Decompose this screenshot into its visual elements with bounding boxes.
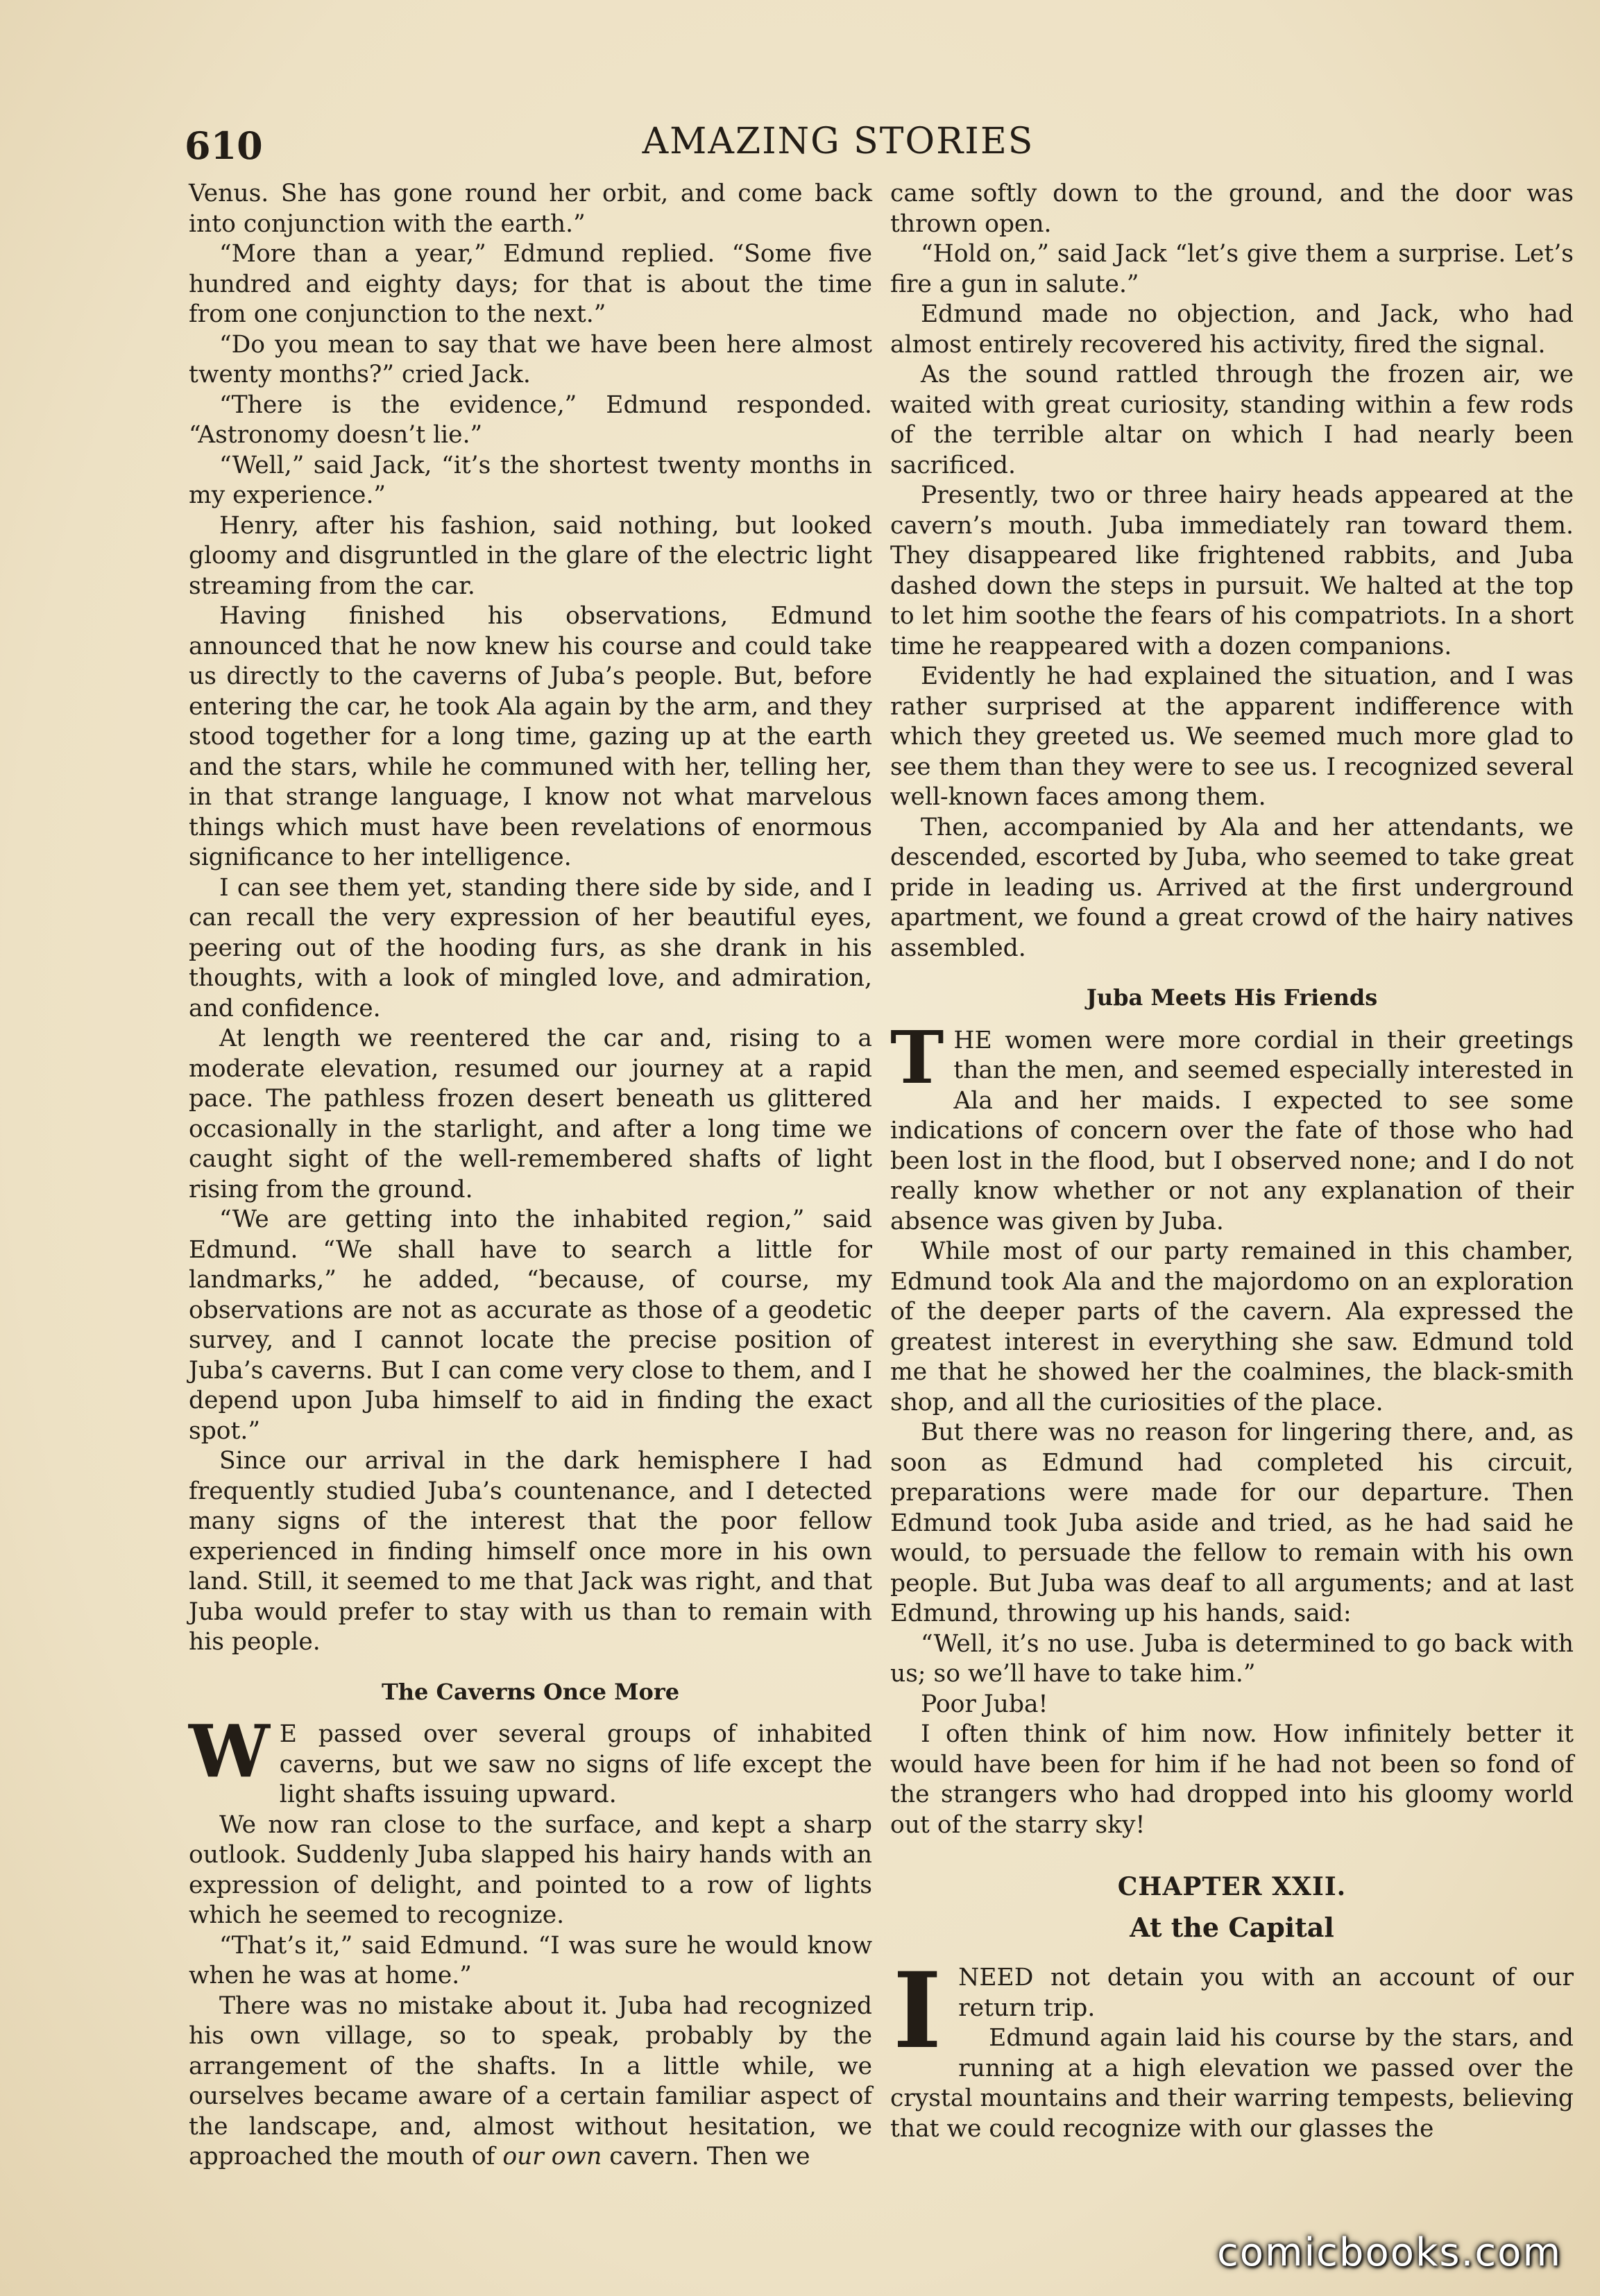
- running-title: AMAZING STORIES: [642, 121, 1035, 162]
- paragraph: Having finished his observations, Edmund announced that he now knew his course and could take us directly to the caverns of Juba’s people. But, before entering the car, he took Ala again by the arm, and they stood together for a long time, gazing up at the earth and the stars, while he communed with her, telling her, in that strange language, I know not what marvelous things which must have been revelations of enormous significance to her intelligence.: [189, 602, 872, 871]
- paragraph: I can see them yet, standing there side by side, and I can recall the very expression of her beautiful eyes, peering out of the hooding furs, as she drank in his thoughts, with a look of mingled love, and admiration, and confidence.: [189, 873, 872, 1022]
- paragraph: Evidently he had explained the situation, and I was rather surprised at the apparent indifference with which they greeted us. We seemed much more glad to see them than they were to see us. I recognized several well-known faces among them.: [890, 662, 1574, 811]
- dropcap-paragraph: [189, 1708, 872, 1810]
- drop-cap: I: [893, 1950, 942, 2072]
- paragraph: “Do you mean to say that we have been here almost twenty months?” cried Jack.: [189, 330, 872, 388]
- paragraph: While most of our party remained in this chamber, Edmund took Ala and the majordomo on an exploration of the deeper parts of the cavern. Ala expressed the greatest interest in everything she saw. Edmund told me that he showed her the coalmines, the black-smith shop, and all the curiosities of the place.: [890, 1237, 1574, 1416]
- paragraph: Presently, two or three hairy heads appeared at the cavern’s mouth. Juba immediately ran toward them. They disappeared like frightened rabbits, and Juba dashed down the steps in pursuit. We halted at the top to let him soothe the fears of his compatriots. In a short time he reappeared with a dozen companions.: [890, 481, 1574, 660]
- dropcap-paragraph-text: HE women were more cordial in their greetings than the men, and seemed especially interested in Ala and her maids. I expected to see some indications of concern over the fate of those who had been lost in the flood, but I observed none; and I do not really know whether or not any explanation of their absence was given by Juba.: [890, 1026, 1574, 1235]
- paragraph: Edmund again laid his course by the stars, and running at a high elevation we passed over the crystal mountains and their warring tempests, believing that we could recognize with our glasses the: [890, 2024, 1574, 2143]
- dropcap-paragraph-text: E passed over several groups of inhabited caverns, but we saw no signs of life except the light shafts issuing upward.: [279, 1720, 872, 1808]
- paragraph: At length we reentered the car and, rising to a moderate elevation, resumed our journey at a rapid pace. The pathless frozen desert beneath us glittered occasionally in the starlight, and after a long time we caught sight of the well-remembered shafts of light rising from the ground.: [189, 1025, 872, 1203]
- drop-cap: T: [890, 1014, 944, 1100]
- paragraph: Poor Juba!: [921, 1690, 1048, 1718]
- chapter-heading: CHAPTER XXII.: [1117, 1872, 1347, 1901]
- paragraph: [189, 1991, 872, 2173]
- dropcap-paragraph-text: NEED not detain you with an account of our return trip.: [958, 1964, 1574, 2022]
- paragraph: Venus. She has gone round her orbit, and come back into conjunction with the earth.”: [189, 180, 872, 238]
- paragraph: “We are getting into the inhabited region,” said Edmund. “We shall have to search a little for landmarks,” he added, “because, of course, my observations are not as accurate as those of a geodetic survey, and I cannot locate the precise position of Juba’s caverns. But I can come very close to them, and I depend upon Juba himself to aid in finding the exact spot.”: [189, 1206, 872, 1445]
- paragraph-text: There was no mistake about it. Juba had recognized his own village, so to speak, probably by the arrangement of the shafts. In a little while, we ourselves became aware of a certain familiar aspect of the landscape, and, almost without hesitation, we approached the mouth of: [189, 1991, 872, 2170]
- dropcap-paragraph: [890, 1950, 1574, 2072]
- paragraph-text: cavern. Then we: [602, 2143, 810, 2170]
- section-subhead: Juba Meets His Friends: [1086, 984, 1378, 1011]
- paragraph: Since our arrival in the dark hemisphere I had frequently studied Juba’s countenance, and I detected many signs of the interest that the poor fellow experienced in finding himself once more in his own land. Still, it seemed to me that Jack was right, and that Juba would prefer to stay with us than to remain with his people.: [189, 1447, 872, 1656]
- paragraph: “Well,” said Jack, “it’s the shortest twenty months in my experience.”: [189, 451, 872, 509]
- page-number: 610: [185, 123, 263, 168]
- watermark: comicbooks.com: [1216, 2230, 1562, 2275]
- paragraph: “There is the evidence,” Edmund responded. “Astronomy doesn’t lie.”: [189, 391, 872, 449]
- paragraph: came softly down to the ground, and the door was thrown open.: [890, 180, 1574, 238]
- italic-text: our own: [502, 2143, 602, 2170]
- page-header: [180, 117, 1496, 172]
- paragraph: As the sound rattled through the frozen air, we waited with great curiosity, standing within a few rods of the terrible altar on which I had nearly been sacrificed.: [890, 361, 1574, 479]
- paragraph: We now ran close to the surface, and kept a sharp outlook. Suddenly Juba slapped his hairy hands with an expression of delight, and pointed to a row of lights which he seemed to recognize.: [189, 1810, 872, 1929]
- paragraph: “Hold on,” said Jack “let’s give them a surprise. Let’s fire a gun in salute.”: [890, 240, 1574, 298]
- section-subhead: The Caverns Once More: [381, 1678, 680, 1705]
- right-column: [890, 179, 1574, 2144]
- paragraph: “More than a year,” Edmund replied. “Some five hundred and eighty days; for that is about the time from one conjunction to the next.”: [189, 240, 872, 328]
- paragraph: Edmund made no objection, and Jack, who had almost entirely recovered his activity, fired the signal.: [890, 300, 1574, 359]
- paragraph: Henry, after his fashion, said nothing, but looked gloomy and disgruntled in the glare of the electric light streaming from the car.: [189, 511, 872, 600]
- dropcap-paragraph: [890, 1014, 1574, 1237]
- paragraph: I often think of him now. How infinitely better it would have been for him if he had not been so fond of the strangers who had dropped into his gloomy world out of the starry sky!: [890, 1720, 1574, 1839]
- drop-cap: W: [189, 1708, 270, 1794]
- paragraph: “Well, it’s no use. Juba is determined to go back with us; so we’ll have to take him.”: [890, 1629, 1574, 1688]
- paragraph: But there was no reason for lingering there, and, as soon as Edmund had completed his circuit, preparations were made for our departure. Then Edmund took Juba aside and tried, as he had said he would, to persuade the fellow to remain with his own people. But Juba was deaf to all arguments; and at last Edmund, throwing up his hands, said:: [890, 1419, 1574, 1627]
- paragraph: Then, accompanied by Ala and her attendants, we descended, escorted by Juba, who seemed to take great pride in leading us. Arrived at the first underground apartment, we found a great crowd of the hairy natives assembled.: [890, 813, 1574, 962]
- paragraph: “That’s it,” said Edmund. “I was sure he would know when he was at home.”: [189, 1931, 872, 1989]
- left-column: [189, 179, 872, 2173]
- chapter-title: At the Capital: [1130, 1911, 1334, 1943]
